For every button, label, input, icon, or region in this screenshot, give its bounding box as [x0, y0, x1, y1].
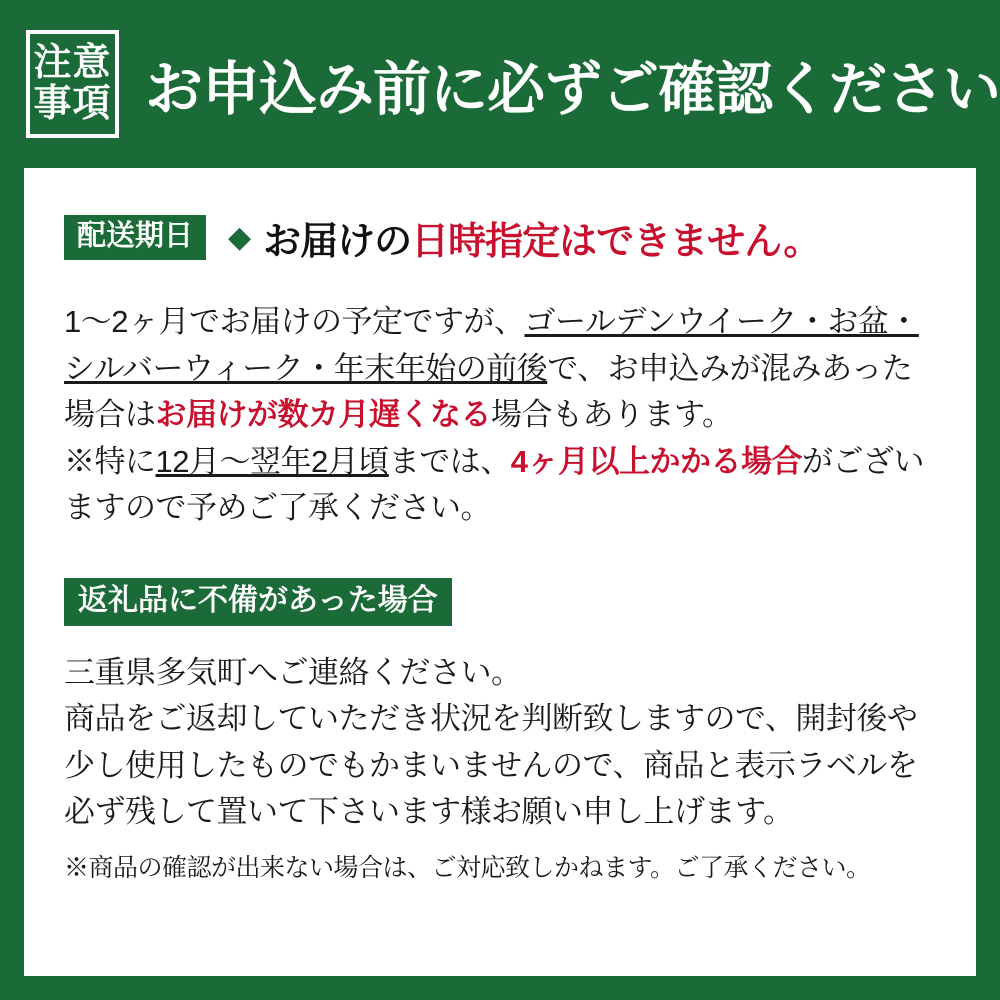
delivery-date-tag: 配送期日 [64, 215, 206, 260]
delivery-p2-part-c: までは、 [388, 443, 511, 479]
page-header [0, 0, 1000, 168]
notice-badge-line2: 事項 [33, 83, 112, 125]
page-title: お申込み前に必ずご確認ください [144, 57, 1000, 122]
notice-badge [26, 30, 119, 138]
delivery-p1-part-e: 場合もあります。 [491, 397, 733, 432]
delivery-p1-part-a: 1～2ヶ月でお届けの予定ですが、 [64, 304, 525, 339]
delivery-date-row [64, 210, 936, 265]
delivery-statement-prefix: お届けの [263, 221, 412, 263]
delivery-description [64, 299, 936, 532]
defect-line-1: 三重県多気町へご連絡ください。 [64, 654, 522, 690]
delivery-date-statement [263, 210, 820, 265]
diamond-icon: ◆ [228, 220, 252, 254]
delivery-p2-part-d: 4ヶ月以上かかる場合 [510, 443, 802, 479]
defect-description [64, 650, 936, 836]
delivery-p1-part-b: ゴールデンウイーク・お盆・シルバーウィーク・年末年始の前後 [64, 304, 919, 386]
delivery-paragraph-1 [64, 299, 936, 439]
delivery-paragraph-2 [64, 439, 936, 532]
notice-panel [24, 168, 976, 976]
delivery-statement-highlight: 日時指定はできません。 [411, 221, 821, 263]
delivery-p1-part-c: で、お申込みが混みあった場合は [64, 350, 913, 432]
delivery-p2-part-b: 12月～翌年2月頃 [155, 443, 389, 479]
defect-section-heading: 返礼品に不備があった場合 [64, 578, 452, 626]
delivery-p2-part-a: ※特に [64, 443, 156, 479]
defect-note: ※商品の確認が出来ない場合は、ご対応致しかねます。ご了承ください。 [64, 853, 871, 882]
delivery-p2-part-e: がございますので予めご了承ください。 [64, 443, 924, 525]
notice-badge-line1: 注意 [33, 41, 112, 84]
delivery-p1-part-d: お届けが数カ月遅くなる [155, 397, 491, 432]
defect-line-2: 商品をご返却していただき状況を判断致しますので、開封後や少し使用したものでもかまいませんので、商品と表示ラベルを必ず残して置いて下さいます様お願い申し上げます。 [64, 701, 918, 829]
